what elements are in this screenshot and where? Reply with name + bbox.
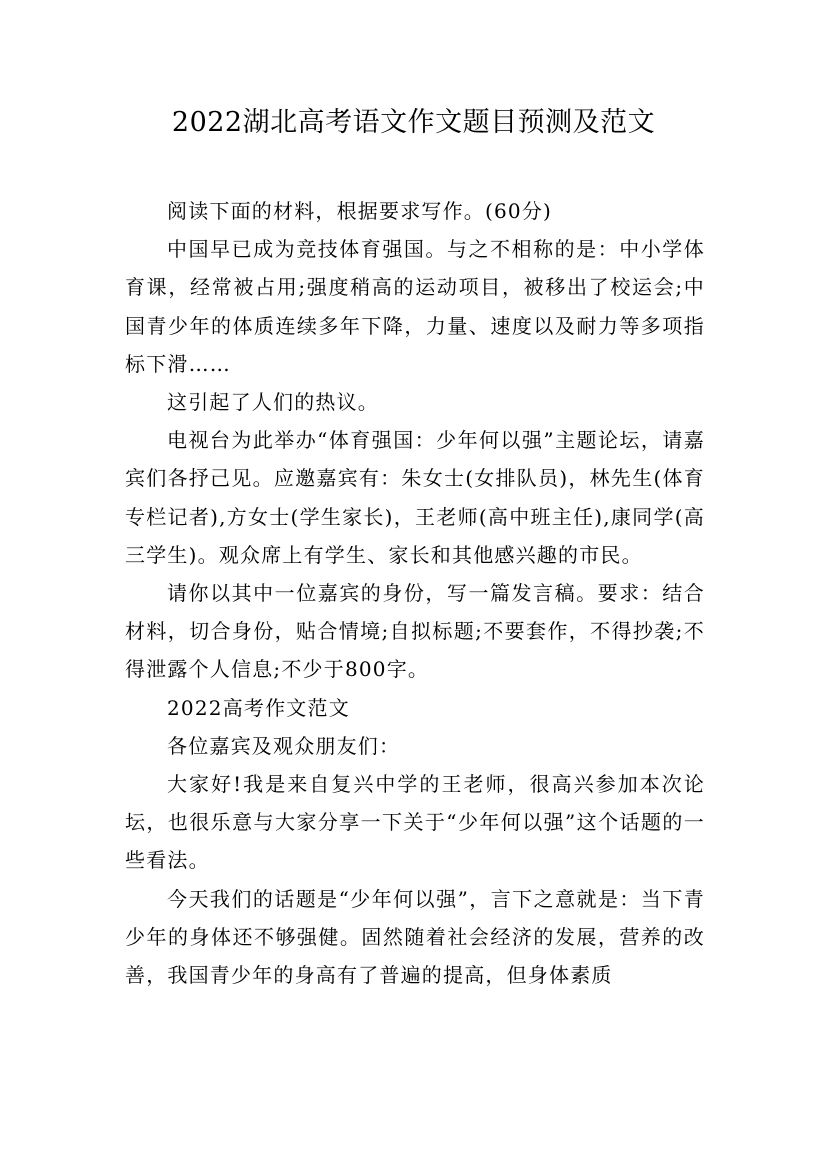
paragraph-material: 中国早已成为竞技体育强国。与之不相称的是：中小学体育课，经常被占用;强度稍高的运动项目，被移出了校运会;中国青少年的体质连续多年下降，力量、速度以及耐力等多项指标下滑…… (125, 237, 705, 376)
paragraph-instructions: 阅读下面的材料，根据要求写作。(60分) (167, 199, 553, 223)
paragraph-greeting: 各位嘉宾及观众朋友们： (167, 733, 401, 758)
paragraph-requirements: 请你以其中一位嘉宾的身份，写一篇发言稿。要求：结合材料，切合身份，贴合情境;自拟标题;不要套作，不得抄袭;不得泄露个人信息;不少于800字。 (125, 581, 705, 682)
paragraph-discussion: 这引起了人们的热议。 (167, 390, 379, 415)
paragraph-sample-heading: 2022高考作文范文 (167, 695, 350, 720)
document-title: 2022湖北高考语文作文题目预测及范文 (171, 107, 656, 138)
document-body (125, 192, 705, 994)
paragraph-intro: 大家好!我是来自复兴中学的王老师，很高兴参加本次论坛，也很乐意与大家分享一下关于“少年何以强”这个话题的一些看法。 (125, 772, 705, 873)
paragraph-topic: 今天我们的话题是“少年何以强”，言下之意就是：当下青少年的身体还不够强健。固然随着社会经济的发展，营养的改善，我国青少年的身高有了普遍的提高，但身体素质 (125, 886, 705, 988)
paragraph-forum: 电视台为此举办“体育强国：少年何以强”主题论坛，请嘉宾们各抒己见。应邀嘉宾有：朱女士(女排队员)，林先生(体育专栏记者),方女士(学生家长)，王老师(高中班主任),康同学(高三学生)。观众席上有学生、家长和其他感兴趣的市民。 (125, 428, 705, 567)
